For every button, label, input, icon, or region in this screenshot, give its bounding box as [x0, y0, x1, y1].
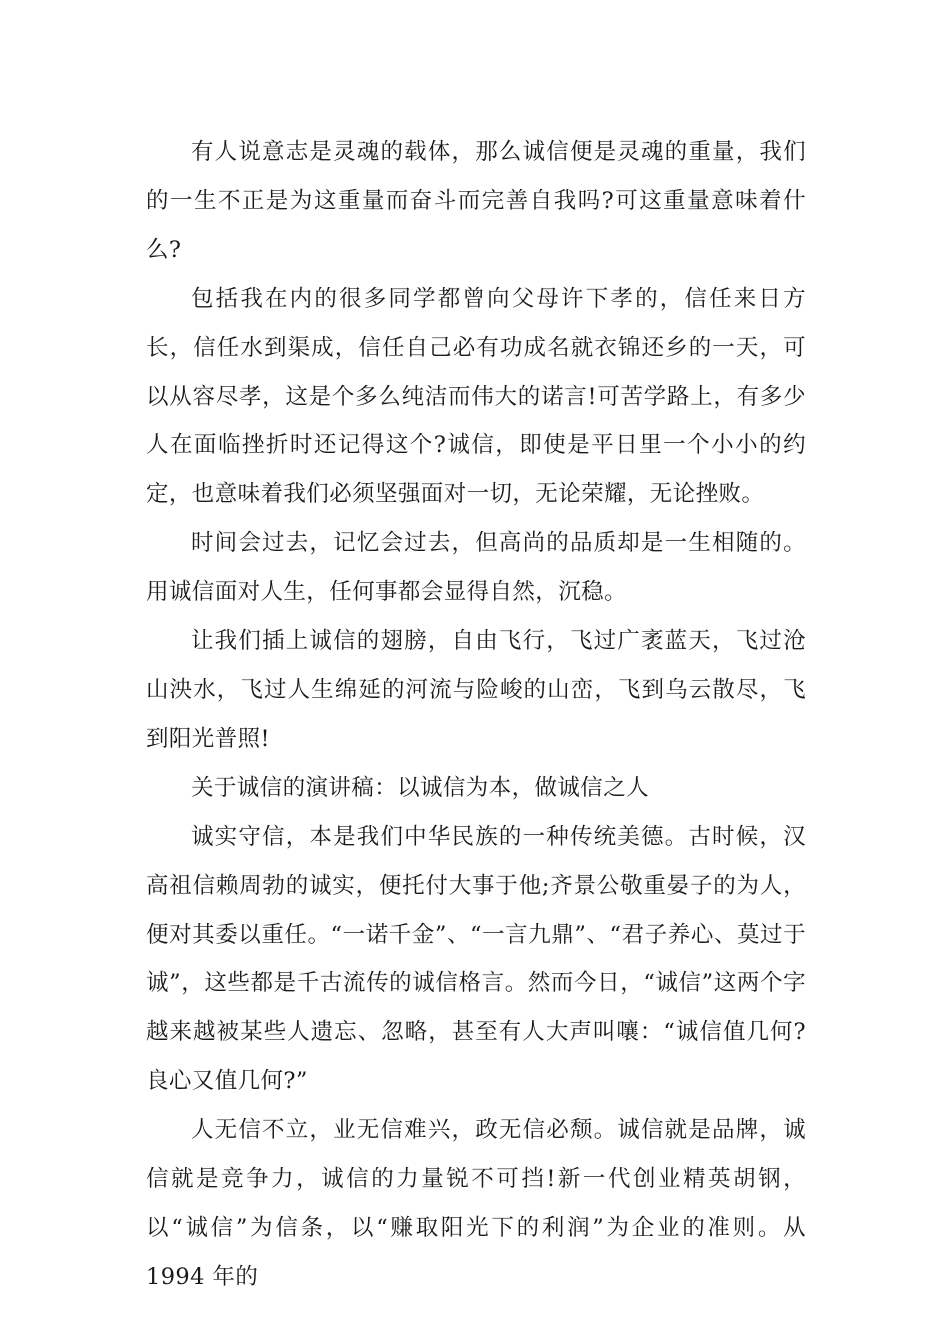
paragraph: 让我们插上诚信的翅膀，自由飞行，飞过广袤蓝天，飞过沧山泱水，飞过人生绵延的河流与险峻的山峦，飞到乌云散尽，飞到阳光普照! — [146, 628, 806, 752]
document-body — [146, 128, 806, 1302]
paragraph: 时间会过去，记忆会过去，但高尚的品质却是一生相随的。用诚信面对人生，任何事都会显得自然，沉稳。 — [146, 530, 806, 606]
paragraph: 有人说意志是灵魂的载体，那么诚信便是灵魂的重量，我们的一生不正是为这重量而奋斗而完善自我吗?可这重量意味着什么? — [146, 139, 806, 263]
paragraph: 人无信不立，业无信难兴，政无信必颓。诚信就是品牌，诚信就是竞争力，诚信的力量锐不可挡!新一代创业精英胡钢，以“诚信”为信条，以“赚取阳光下的利润”为企业的准则。从 1994 年的 — [146, 1117, 806, 1290]
paragraph: 诚实守信，本是我们中华民族的一种传统美德。古时候，汉高祖信赖周勃的诚实，便托付大事于他;齐景公敬重晏子的为人，便对其委以重任。“一诺千金”、“一言九鼎”、“君子养心、莫过于诚”，这些都是千古流传的诚信格言。然而今日，“诚信”这两个字越来越被某些人遗忘、忽略，甚至有人大声叫嚷：“诚信值几何?良心又值几何?” — [146, 823, 806, 1095]
paragraph: 包括我在内的很多同学都曾向父母许下孝的，信任来日方长，信任水到渠成，信任自己必有功成名就衣锦还乡的一天，可以从容尽孝，这是个多么纯洁而伟大的诺言!可苦学路上，有多少人在面临挫折时还记得这个?诚信，即使是平日里一个小小的约定，也意味着我们必须坚强面对一切，无论荣耀，无论挫败。 — [146, 285, 806, 508]
section-heading: 关于诚信的演讲稿：以诚信为本，做诚信之人 — [191, 774, 650, 801]
